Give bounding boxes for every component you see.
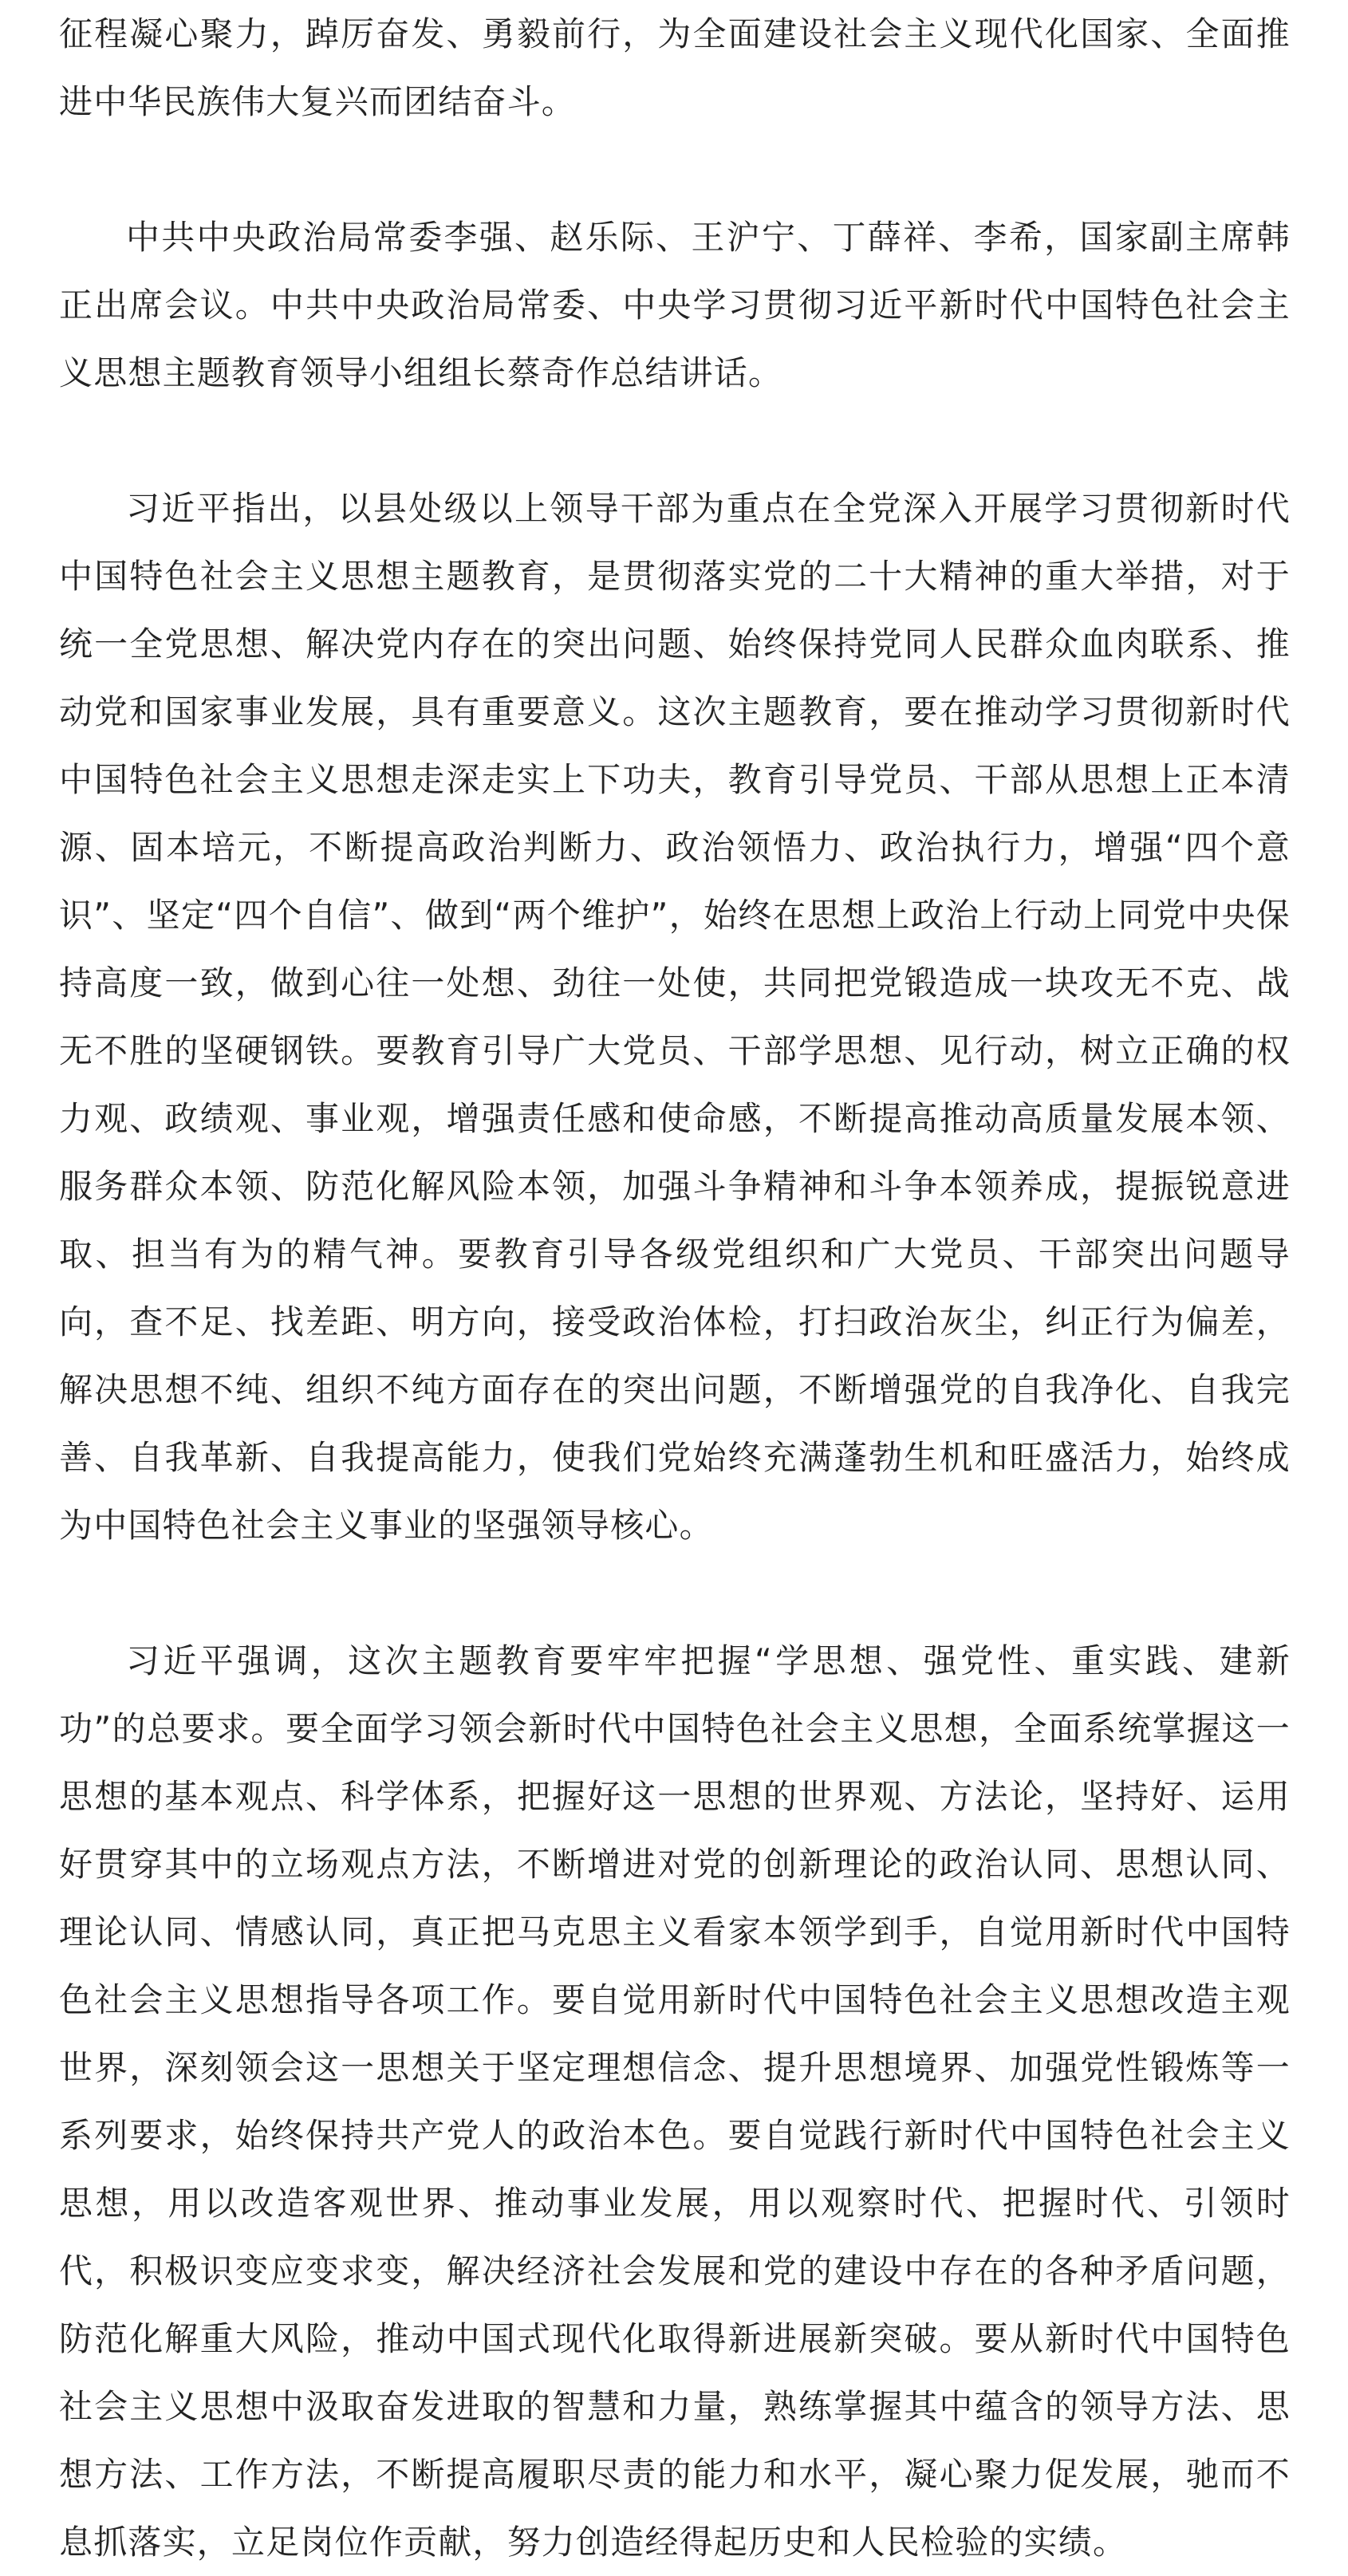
paragraph-continuation: 征程凝心聚力，踔厉奋发、勇毅前行，为全面建设社会主义现代化国家、全面推进中华民族伟大复兴而团结奋斗。 <box>59 14 1291 121</box>
paragraph-significance: 习近平指出，以县处级以上领导干部为重点在全党深入开展学习贯彻新时代中国特色社会主义思想主题教育，是贯彻落实党的二十大精神的重大举措，对于统一全党思想、解决党内存在的突出问题、始终保持党同人民群众血肉联系、推动党和国家事业发展，具有重要意义。这次主题教育，要在推动学习贯彻新时代中国特色社会主义思想走深走实上下功夫，教育引导党员、干部从思想上正本清源、固本培元，不断提高政治判断力、政治领悟力、政治执行力，增强“四个意识”、坚定“四个自信”、做到“两个维护”，始终在思想上政治上行动上同党中央保持高度一致，做到心往一处想、劲往一处使，共同把党锻造成一块攻无不克、战无不胜的坚硬钢铁。要教育引导广大党员、干部学思想、见行动，树立正确的权力观、政绩观、事业观，增强责任感和使命感，不断提高推动高质量发展本领、服务群众本领、防范化解风险本领，加强斗争精神和斗争本领养成，提振锐意进取、担当有为的精气神。要教育引导各级党组织和广大党员、干部突出问题导向，查不足、找差距、明方向，接受政治体检，打扫政治灰尘，纠正行为偏差，解决思想不纯、组织不纯方面存在的突出问题，不断增强党的自我净化、自我完善、自我革新、自我提高能力，使我们党始终充满蓬勃生机和旺盛活力，始终成为中国特色社会主义事业的坚强领导核心。 <box>59 489 1291 1545</box>
paragraph-requirements: 习近平强调，这次主题教育要牢牢把握“学思想、强党性、重实践、建新功”的总要求。要全面学习领会新时代中国特色社会主义思想，全面系统掌握这一思想的基本观点、科学体系，把握好这一思想的世界观、方法论，坚持好、运用好贯穿其中的立场观点方法，不断增进对党的创新理论的政治认同、思想认同、理论认同、情感认同，真正把马克思主义看家本领学到手，自觉用新时代中国特色社会主义思想指导各项工作。要自觉用新时代中国特色社会主义思想改造主观世界，深刻领会这一思想关于坚定理想信念、提升思想境界、加强党性锻炼等一系列要求，始终保持共产党人的政治本色。要自觉践行新时代中国特色社会主义思想，用以改造客观世界、推动事业发展，用以观察时代、把握时代、引领时代，积极识变应变求变，解决经济社会发展和党的建设中存在的各种矛盾问题，防范化解重大风险，推动中国式现代化取得新进展新突破。要从新时代中国特色社会主义思想中汲取奋发进取的智慧和力量，熟练掌握其中蕴含的领导方法、思想方法、工作方法，不断提高履职尽责的能力和水平，凝心聚力促发展，驰而不息抓落实，立足岗位作贡献，努力创造经得起历史和人民检验的实绩。 <box>59 1641 1291 2562</box>
article-body <box>59 0 1291 2576</box>
paragraph-attendees: 中共中央政治局常委李强、赵乐际、王沪宁、丁薛祥、李希，国家副主席韩正出席会议。中共中央政治局常委、中央学习贯彻习近平新时代中国特色社会主义思想主题教育领导小组组长蔡奇作总结讲话。 <box>59 218 1291 392</box>
